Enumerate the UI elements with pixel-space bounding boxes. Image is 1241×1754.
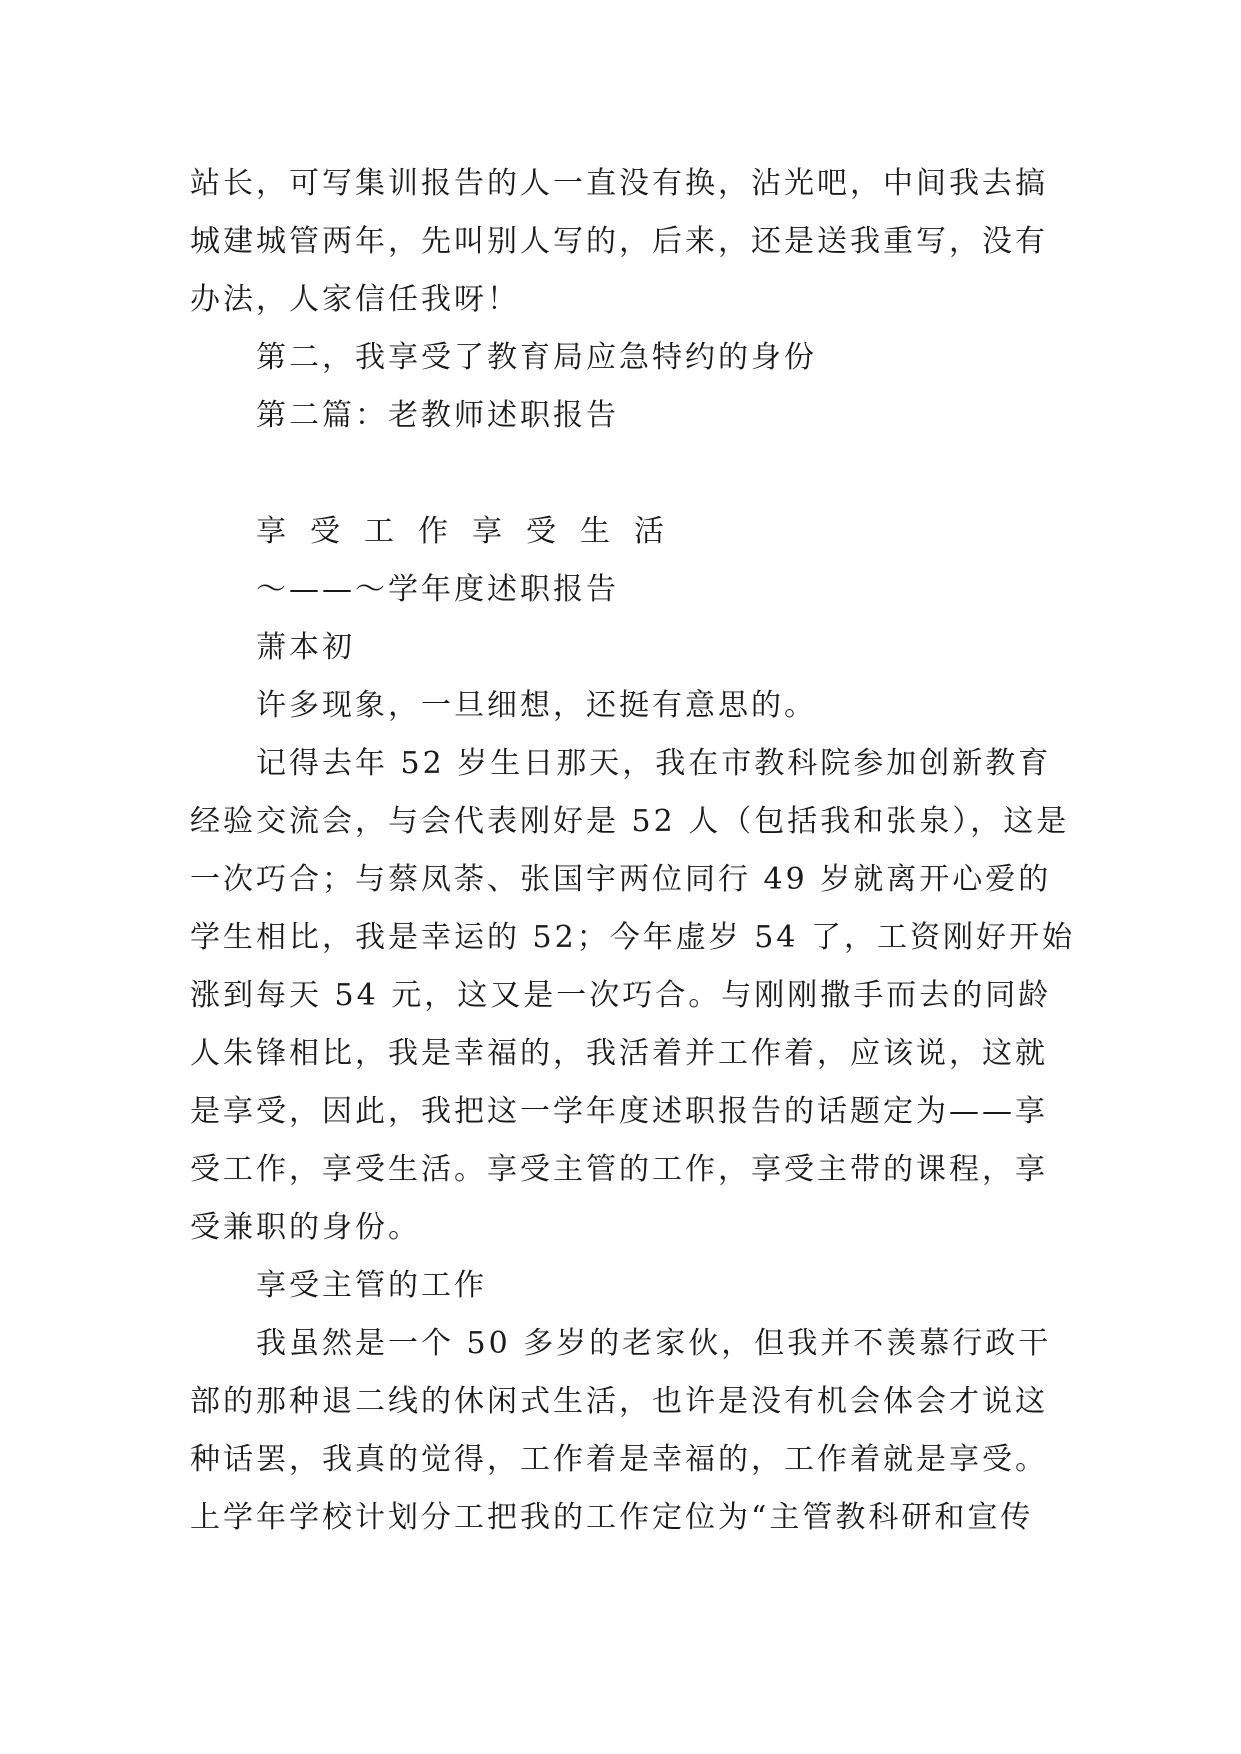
paragraph-line: 经验交流会，与会代表刚好是 52 人（包括我和张泉），这是 bbox=[190, 804, 1070, 839]
paragraph-line: 部的那种退二线的休闲式生活，也许是没有机会体会才说这 bbox=[190, 1384, 1048, 1419]
paragraph-line: 我虽然是一个 50 多岁的老家伙，但我并不羡慕行政干 bbox=[256, 1326, 1052, 1361]
paragraph-line: 记得去年 52 岁生日那天，我在市教科院参加创新教育 bbox=[256, 746, 1052, 781]
section-heading: 享受主管的工作 bbox=[256, 1268, 487, 1303]
paragraph-line: 办法，人家信任我呀！ bbox=[190, 282, 520, 317]
report-subtitle: ～——～学年度述职报告 bbox=[256, 572, 619, 607]
paragraph-line: 上学年学校计划分工把我的工作定位为“主管教科研和宣传 bbox=[190, 1500, 1034, 1535]
paragraph-line: 城建城管两年，先叫别人写的，后来，还是送我重写，没有 bbox=[190, 224, 1048, 259]
paragraph-line: 学生相比，我是幸运的 52；今年虚岁 54 了，工资刚好开始 bbox=[190, 920, 1075, 955]
paragraph-line: 一次巧合；与蔡凤荼、张国宇两位同行 49 岁就离开心爱的 bbox=[190, 862, 1052, 897]
paragraph-line: 第二，我享受了教育局应急特约的身份 bbox=[256, 340, 817, 375]
paragraph-line: 受工作，享受生活。享受主管的工作，享受主带的课程，享 bbox=[190, 1152, 1048, 1187]
paragraph-line: 种话罢，我真的觉得，工作着是幸福的，工作着就是享受。 bbox=[190, 1442, 1048, 1477]
report-title: 享受工作享受生活 bbox=[256, 514, 688, 549]
paragraph-line: 是享受，因此，我把这一学年度述职报告的话题定为——享 bbox=[190, 1094, 1048, 1129]
paragraph-line: 人朱锋相比，我是幸福的，我活着并工作着，应该说，这就 bbox=[190, 1036, 1048, 1071]
paragraph-line: 涨到每天 54 元，这又是一次巧合。与刚刚撒手而去的同龄 bbox=[190, 978, 1052, 1013]
paragraph-line: 站长，可写集训报告的人一直没有换，沾光吧，中间我去搞 bbox=[190, 166, 1048, 201]
section-heading: 第二篇：老教师述职报告 bbox=[256, 398, 619, 433]
paragraph-line: 受兼职的身份。 bbox=[190, 1210, 421, 1245]
author-name: 萧本初 bbox=[256, 630, 355, 665]
paragraph-line: 许多现象，一旦细想，还挺有意思的。 bbox=[256, 688, 817, 723]
